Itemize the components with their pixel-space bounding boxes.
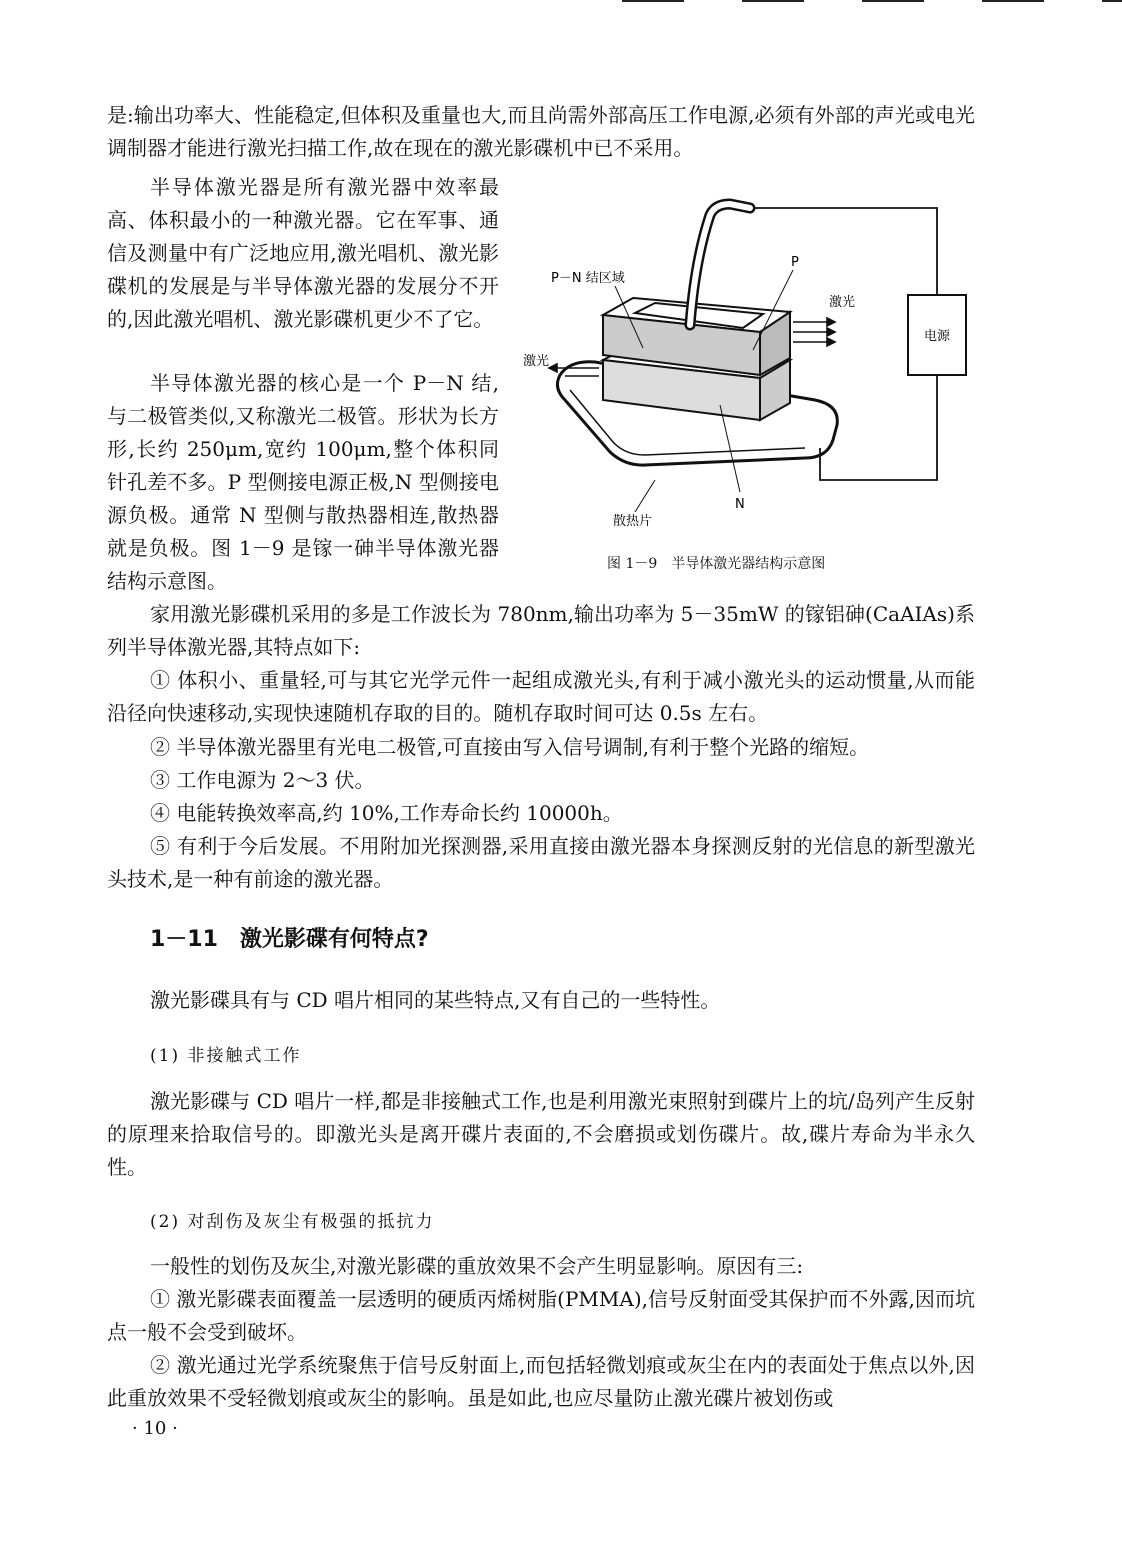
- header-rule: [1102, 0, 1122, 2]
- subheading-scratch-resistance: (2) 对刮伤及灰尘有极强的抵抗力: [150, 1212, 435, 1232]
- heatsink-label: 散热片: [613, 514, 653, 529]
- header-rule: [862, 0, 924, 2]
- page-number: · 10 ·: [132, 1418, 178, 1439]
- n-label: N: [735, 497, 745, 512]
- feature-item-1: ① 体积小、重量轻,可与其它光学元件一起组成激光头,有利于减小激光头的运动惯量,从而能沿径向快速移动,实现快速随机存取的目的。随机存取时间可达 0.5s 左右。: [107, 668, 975, 725]
- laser-label-right: 激光: [829, 295, 856, 310]
- header-rule: [982, 0, 1044, 2]
- pn-region-label: P－N 结区域: [551, 271, 625, 286]
- feature-item-5: ⑤ 有利于今后发展。不用附加光探测器,采用直接由激光器本身探测反射的光信息的新型激光头技术,是一种有前途的激光器。: [107, 834, 975, 891]
- header-rule: [622, 0, 684, 2]
- paragraph-home-laser: 家用激光影碟机采用的多是工作波长为 780nm,输出功率为 5－35mW 的镓铝砷(CaAIAs)系列半导体激光器,其特点如下:: [107, 602, 975, 659]
- reason-item-1: ① 激光影碟表面覆盖一层透明的硬质丙烯树脂(PMMA),信号反射面受其保护而不外露,因而坑点一般不会受到破坏。: [107, 1287, 975, 1344]
- feature-item-4: ④ 电能转换效率高,约 10%,工作寿命长约 10000h。: [150, 801, 623, 825]
- laser-structure-figure: [515, 190, 975, 540]
- paragraph-semiconductor-laser: 半导体激光器是所有激光器中效率最高、体积最小的一种激光器。它在军事、通信及测量中有广泛地应用,激光唱机、激光影碟机的发展是与半导体激光器的发展分不开的,因此激光唱机、激光影碟机更少不了它。: [107, 175, 499, 331]
- feature-item-2: ② 半导体激光器里有光电二极管,可直接由写入信号调制,有利于整个光路的缩短。: [150, 735, 870, 759]
- power-label: 电源: [923, 329, 951, 344]
- section-intro: 激光影碟具有与 CD 唱片相同的某些特点,又有自己的一些特性。: [150, 988, 721, 1012]
- paragraph-continuation: 是:输出功率大、性能稳定,但体积及重量也大,而且尚需外部高压工作电源,必须有外部的声光或电光调制器才能进行激光扫描工作,故在现在的激光影碟机中已不采用。: [107, 103, 975, 160]
- section-heading: 1－11 激光影碟有何特点?: [150, 927, 429, 952]
- reason-item-2: ② 激光通过光学系统聚焦于信号反射面上,而包括轻微划痕或灰尘在内的表面处于焦点以外,因此重放效果不受轻微划痕或灰尘的影响。虽是如此,也应尽量防止激光碟片被划伤或: [107, 1353, 975, 1410]
- header-rule: [742, 0, 804, 2]
- laser-arrows-right: [793, 318, 835, 346]
- figure-caption: 图 1－9 半导体激光器结构示意图: [607, 556, 826, 572]
- p-label: P: [791, 255, 799, 270]
- paragraph-scratch-intro: 一般性的划伤及灰尘,对激光影碟的重放效果不会产生明显影响。原因有三:: [150, 1254, 804, 1278]
- feature-item-3: ③ 工作电源为 2～3 伏。: [150, 768, 375, 792]
- subheading-non-contact: (1) 非接触式工作: [150, 1046, 302, 1066]
- paragraph-pn-junction: 半导体激光器的核心是一个 P－N 结,与二极管类似,又称激光二极管。形状为长方形,长约 250μm,宽约 100μm,整个体积同针孔差不多。P 型侧接电源正极,N 型侧接电源负极。通常 N 型侧与散热器相连,散热器就是负极。图 1－9 是镓一砷半导体激光器结构示意图。: [107, 371, 499, 593]
- laser-label-left: 激光: [523, 354, 550, 369]
- paragraph-non-contact: 激光影碟与 CD 唱片一样,都是非接触式工作,也是利用激光束照射到碟片上的坑/岛列产生反射的原理来拾取信号的。即激光头是离开碟片表面的,不会磨损或划伤碟片。故,碟片寿命为半永久性。: [107, 1089, 975, 1179]
